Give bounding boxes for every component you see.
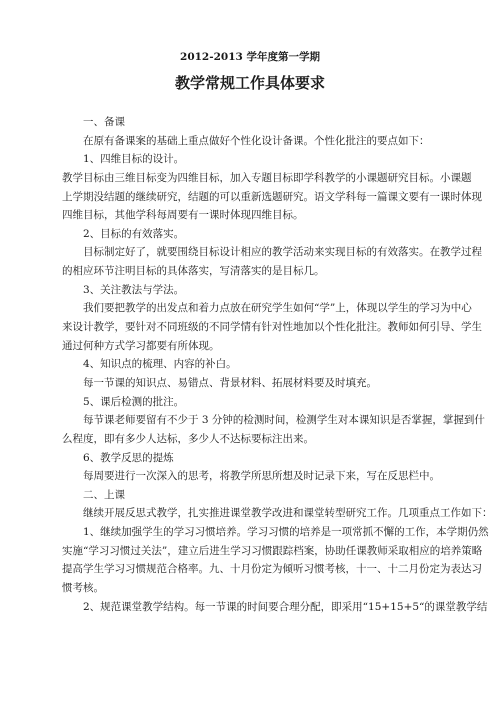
text-line: 教学目标由三维目标变为四维目标，加入专题目标即学科教学的小课题研究目标。小课题	[62, 171, 472, 184]
text-line: 2、规范课堂教学结构。每一节课的时间要合理分配，即采用“15+15+5“的课堂教学结	[83, 600, 488, 613]
text-line: 惯考核。	[62, 582, 104, 595]
text-line: 5、课后检测的批注。	[83, 395, 185, 408]
text-line: 我们要把教学的出发点和着力点放在研究学生如何“学”上，体现以学生的学习为中心	[83, 302, 472, 315]
text-line: 1、继续加强学生的学习习惯培养。学习习惯的培养是一项常抓不懈的工作，本学期仍然	[83, 526, 489, 539]
text-line: 的相应环节注明目标的具体落实，写清落实的是目标几。	[62, 265, 325, 278]
text-line: 通过何种方式学习都要有所体现。	[62, 339, 220, 352]
text-line: 每周要进行一次深入的思考，将教学所思所想及时记录下来，写在反思栏中。	[83, 470, 440, 483]
text-line: 4、知识点的梳理、内容的补白。	[83, 358, 237, 371]
text-line: 在原有备课案的基础上重点做好个性化设计备课。个性化批注的要点如下：	[83, 134, 430, 147]
text-line: 来设计教学，要针对不同班级的不同学情有针对性地加以个性化批注。教师如何引导、学生	[62, 321, 482, 334]
text-line: 实施“学习习惯过关法”，建立后进生学习习惯跟踪档案，协助任课教师采取相应的培养策略	[62, 544, 483, 557]
text-line: 3、关注教法与学法。	[83, 283, 185, 296]
text-line: 继续开展反思式教学，扎实推进课堂教学改进和课堂转型研究工作。几项重点工作如下：	[83, 507, 493, 520]
text-line: 1、四维目标的设计。	[83, 153, 185, 166]
text-line: 2、目标的有效落实。	[83, 227, 185, 240]
text-line: 上学期没结题的继续研究，结题的可以重新选题研究。语文学科每一篇课文要有一课时体现	[62, 190, 482, 203]
document-body	[62, 113, 493, 616]
text-line: 6、教学反思的提炼	[83, 451, 174, 464]
text-line: 每节课老师要留有不少于 3 分钟的检测时间，检测学生对本课知识是否掌握，掌握到什	[83, 414, 485, 427]
document-subtitle: 2012-2013 学年度第一学期	[180, 51, 320, 63]
text-line: 一、备课	[83, 116, 125, 128]
document-title: 教学常规工作具体要求	[174, 74, 325, 92]
text-line: 目标制定好了，就要围绕目标设计相应的教学活动来实现目标的有效落实。在教学过程	[83, 246, 482, 259]
text-line: 提高学生学习习惯规范合格率。九、十月份定为倾听习惯考核，十一、十二月份定为表达习	[62, 563, 482, 576]
text-line: 四维目标，其他学科每周要有一课时体现四维目标。	[62, 209, 304, 222]
text-line: 二、上课	[83, 488, 125, 501]
text-line: 么程度，即有多少人达标，多少人不达标要标注出来。	[62, 432, 314, 445]
text-line: 每一节课的知识点、易错点、背景材料、拓展材料要及时填充。	[83, 376, 377, 389]
